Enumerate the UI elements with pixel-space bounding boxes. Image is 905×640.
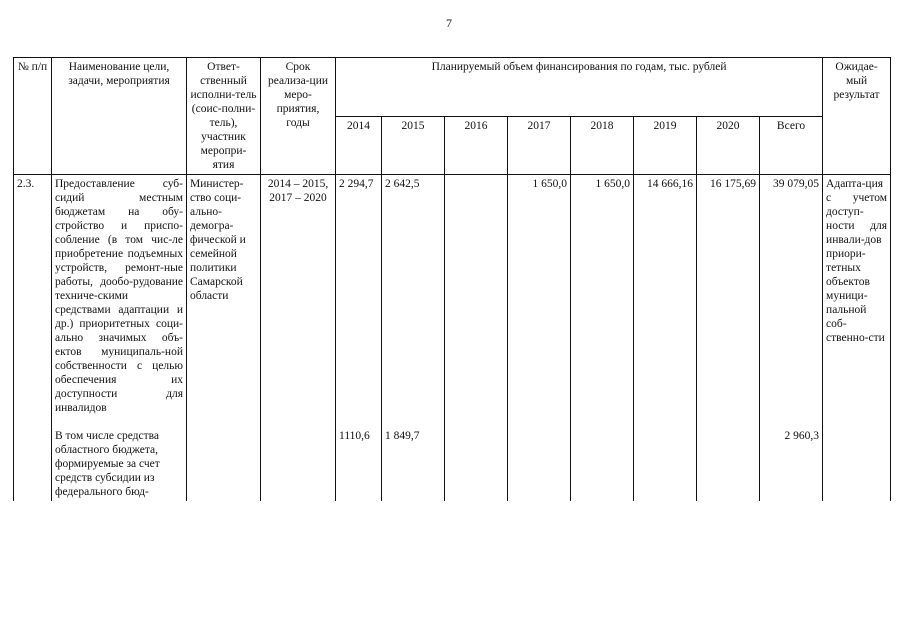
row-value <box>445 175 508 418</box>
subrow-num <box>14 417 52 501</box>
header-year: 2017 <box>508 116 571 175</box>
header-year: 2015 <box>382 116 445 175</box>
row-total: 39 079,05 <box>760 175 823 418</box>
header-year: 2019 <box>634 116 697 175</box>
header-year: 2020 <box>697 116 760 175</box>
header-row <box>14 58 891 117</box>
header-name: Наименование цели, задачи, мероприятия <box>52 58 187 175</box>
row-value: 14 666,16 <box>634 175 697 418</box>
header-year: 2018 <box>571 116 634 175</box>
row-num: 2.3. <box>14 175 52 418</box>
subrow-value: 1110,6 <box>336 417 382 501</box>
subrow-value <box>508 417 571 501</box>
subrow-period <box>261 417 336 501</box>
funding-table <box>13 57 891 501</box>
subrow-value: 1 849,7 <box>382 417 445 501</box>
page-number: 7 <box>446 16 452 30</box>
header-year: 2016 <box>445 116 508 175</box>
header-period: Срок реализа-ции меро-приятия, годы <box>261 58 336 175</box>
table-row <box>14 175 891 418</box>
header-total: Всего <box>760 116 823 175</box>
subrow-value <box>634 417 697 501</box>
subrow-responsible <box>187 417 261 501</box>
header-year: 2014 <box>336 116 382 175</box>
table-row <box>14 417 891 501</box>
subrow-value <box>571 417 634 501</box>
subrow-total: 2 960,3 <box>760 417 823 501</box>
header-result: Ожидае-мый результат <box>823 58 891 175</box>
row-period: 2014 – 2015, 2017 – 2020 <box>261 175 336 418</box>
row-value: 2 294,7 <box>336 175 382 418</box>
header-num: № п/п <box>14 58 52 175</box>
subrow-value <box>445 417 508 501</box>
row-value: 1 650,0 <box>571 175 634 418</box>
row-result: Адапта-ция с учетом доступ-ности для инвали-дов приори-тетных объектов муници-пальной соб-ственно-сти <box>823 175 891 418</box>
row-value: 1 650,0 <box>508 175 571 418</box>
subrow-value <box>697 417 760 501</box>
row-value: 2 642,5 <box>382 175 445 418</box>
header-responsible: Ответ-ственный исполни-тель (соис-полни-тель), участник меропри-ятия <box>187 58 261 175</box>
subrow-name: В том числе средства областного бюджета, формируемые за счет средств субсидии из федерального бюд- <box>52 417 187 501</box>
row-value: 16 175,69 <box>697 175 760 418</box>
row-name: Предоставление суб-сидий местным бюджетам на обу-стройство и приспо-собление (в том чис-ле приобретение подъемных устройств, ремонт-ные работы, дообо-рудование техниче-скими средствами адаптации и др.) приоритетных соци-ально значимых объ-ектов муниципаль-ной собственности с целью обеспечения их доступности для инвалидов <box>52 175 187 418</box>
row-responsible: Министер-ство соци-ально-демогра-фической и семейной политики Самарской области <box>187 175 261 418</box>
header-funding: Планируемый объем финансирования по годам, тыс. рублей <box>336 58 823 117</box>
subrow-result <box>823 417 891 501</box>
